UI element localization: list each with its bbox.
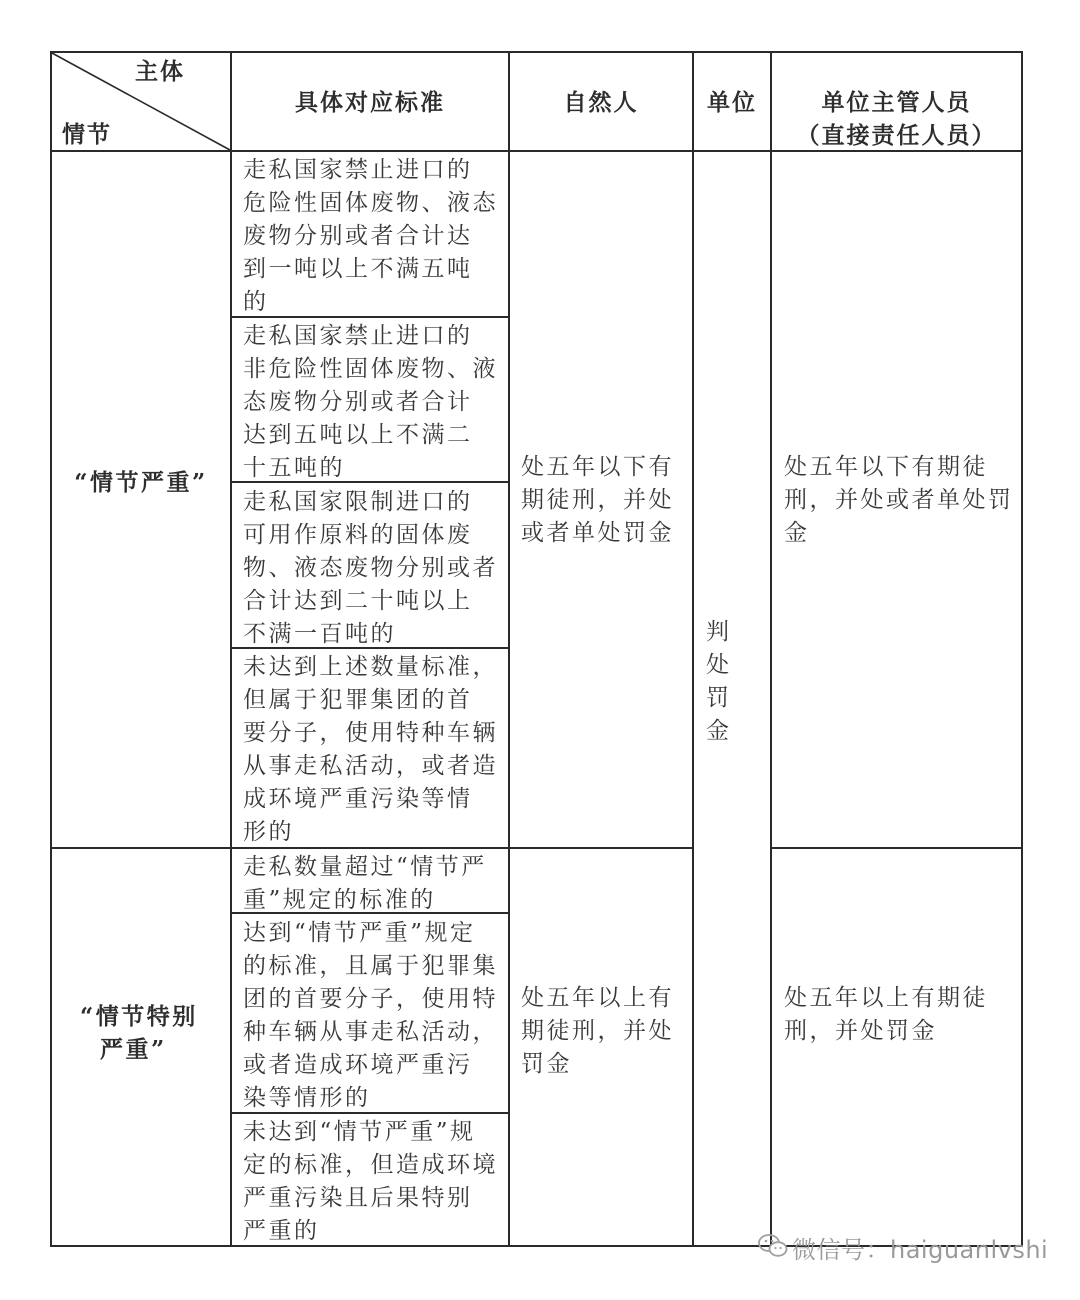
corner-bottom-label: 情节 [62,121,112,148]
natural-person-penalty-serious: 处五年以下有 期徒刑，并处 或者单处罚金 [521,454,674,546]
unit-manager-penalty-serious: 处五年以下有期徒 刑，并处或者单处罚 金 [784,454,1014,546]
group-serious-label: “情节严重” [74,469,208,496]
standard-cell: 走私国家禁止进口的 非危险性固体废物、液 态废物分别或者合计 达到五吨以上不满二 十五吨的 [243,323,498,481]
unit-penalty-char: 判 [706,619,732,645]
watermark-text: 微信号：haiguanlvshi [792,1236,1049,1264]
unit-penalty-char: 金 [706,718,732,744]
unit-manager-penalty-very-serious: 处五年以上有期徒 刑，并处罚金 [784,985,988,1044]
header-standard: 具体对应标准 [295,89,445,116]
standard-cell: 走私数量超过“情节严 重”规定的标准的 [243,854,487,913]
group-very-serious-label-line1: “情节特别 [80,1003,198,1030]
header-unit: 单位 [707,89,757,116]
header-unit-manager-sub: （直接责任人员） [796,122,997,149]
corner-top-label: 主体 [135,58,185,85]
standard-cell: 未达到上述数量标准， 但属于犯罪集团的首 要分子，使用特种车辆 从事走私活动，或者造 成环境严重污染等情 形的 [243,654,498,845]
wechat-icon [758,1233,788,1259]
header-unit-manager: 单位主管人员 [821,89,972,116]
standard-cell: 走私国家禁止进口的 危险性固体废物、液态 废物分别或者合计达 到一吨以上不满五吨 的 [243,157,498,315]
header-natural-person: 自然人 [563,89,639,116]
standard-cell: 达到“情节严重”规定 的标准，且属于犯罪集 团的首要分子，使用特 种车辆从事走私活动， 或者造成环境严重污 染等情形的 [243,920,498,1111]
natural-person-penalty-very-serious: 处五年以上有 期徒刑，并处 罚金 [521,985,674,1077]
unit-penalty-char: 处 [706,652,732,678]
unit-penalty-char: 罚 [706,685,732,711]
standard-cell: 走私国家限制进口的 可用作原料的固体废 物、液态废物分别或者 合计达到二十吨以上 不满一百吨的 [243,489,498,647]
group-very-serious-label-line2: 严重” [100,1036,167,1063]
standard-cell: 未达到“情节严重”规 定的标准，但造成环境 严重污染且后果特别 严重的 [243,1119,498,1244]
